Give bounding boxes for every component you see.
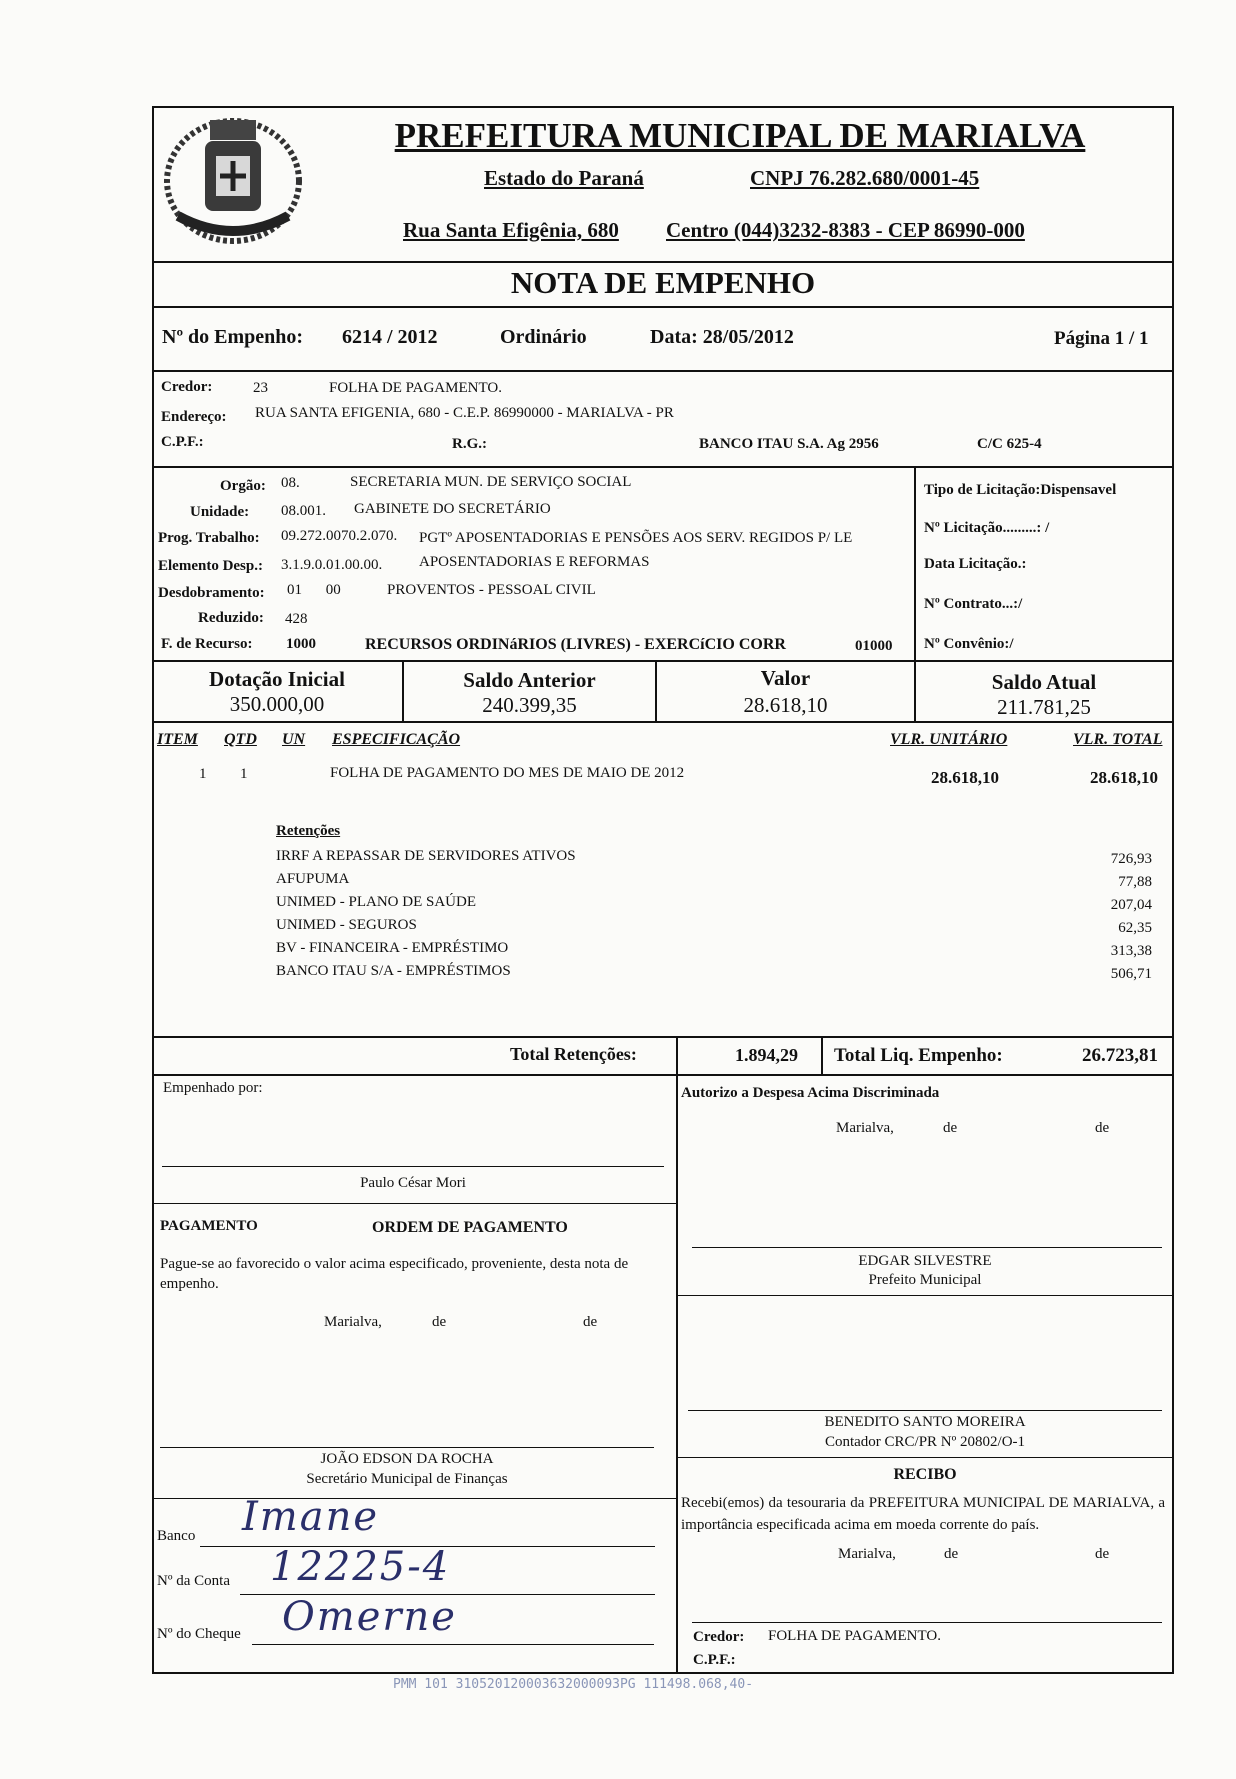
recurso-name: RECURSOS ORDINáRIOS (LIVRES) - EXERCíCIO CORR	[365, 636, 786, 653]
elemento-name: APOSENTADORIAS E REFORMAS	[419, 554, 650, 570]
row-spec: FOLHA DE PAGAMENTO DO MES DE MAIO DE 2012	[330, 765, 685, 781]
secretario-title: Secretário Municipal de Finanças	[306, 1471, 508, 1487]
contrato-numero: Nº Contrato...:/	[924, 596, 1023, 612]
autorizo-label: Autorizo a Despesa Acima Discriminada	[681, 1085, 940, 1101]
credor-code: 23	[253, 380, 268, 396]
credor-address: RUA SANTA EFIGENIA, 680 - C.E.P. 86990000 - MARIALVA - PR	[255, 405, 674, 421]
form-right-border	[1172, 106, 1174, 1674]
orgao-code: 08.	[281, 475, 300, 491]
cnpj: CNPJ 76.282.680/0001-45	[750, 166, 980, 190]
signature-line	[162, 1166, 664, 1167]
unidade-label: Unidade:	[190, 504, 250, 520]
banco-label: Banco	[157, 1528, 196, 1544]
signature-line	[688, 1410, 1162, 1411]
divider-vertical	[676, 1074, 678, 1674]
recibo-credor-name: FOLHA DE PAGAMENTO.	[768, 1628, 941, 1644]
retencoes-values	[1050, 848, 1152, 986]
retencoes-list	[276, 845, 576, 983]
recibo-title: RECIBO	[893, 1466, 957, 1483]
reduzido-label: Reduzido:	[198, 610, 264, 626]
licitacao-tipo: Tipo de Licitação:Dispensavel	[924, 482, 1117, 498]
signature-line	[692, 1247, 1162, 1248]
signature-line	[692, 1622, 1162, 1623]
dotacao-label: Dotação Inicial	[209, 667, 345, 691]
recibo-credor-label: Credor:	[693, 1629, 745, 1645]
list-item: UNIMED - SEGUROS	[276, 917, 417, 933]
prog-code: 09.272.0070.2.070.	[281, 528, 398, 544]
row-total-value: 28.618,10	[1090, 768, 1158, 787]
cheque-line	[252, 1644, 654, 1645]
total-liquido-label: Total Liq. Empenho:	[834, 1045, 1003, 1066]
col-header-unit-value: VLR. UNITÁRIO	[890, 731, 1008, 748]
retencoes-title: Retenções	[276, 823, 341, 839]
col-header-item: ITEM	[157, 731, 198, 748]
list-item-value: 313,38	[1110, 943, 1152, 959]
unidade-name: GABINETE DO SECRETÁRIO	[354, 501, 551, 517]
empenhado-label: Empenhado por:	[163, 1080, 263, 1096]
dotacao-value: 350.000,00	[229, 692, 325, 716]
empenhado-name: Paulo César Mori	[360, 1175, 466, 1191]
prefeito-title: Prefeito Municipal	[868, 1272, 982, 1288]
valor-value: 28.618,10	[743, 693, 828, 717]
divider	[676, 1457, 1174, 1458]
list-item-value: 726,93	[1110, 851, 1152, 867]
form-bottom-border	[152, 1672, 1174, 1674]
credor-name: FOLHA DE PAGAMENTO.	[329, 380, 502, 396]
col-header-spec: ESPECIFICAÇÃO	[332, 731, 461, 748]
bank-account: C/C 625-4	[977, 436, 1042, 452]
secretario-name: JOÃO EDSON DA ROCHA	[320, 1451, 494, 1467]
recurso-label: F. de Recurso:	[161, 636, 253, 652]
pagamento-de-2: de	[583, 1314, 598, 1330]
orgao-label: Orgão:	[220, 478, 266, 494]
list-item-value: 62,35	[1118, 920, 1152, 936]
total-retencoes-value: 1.894,29	[735, 1045, 798, 1065]
page-indicator: Página 1 / 1	[1054, 328, 1149, 349]
elemento-code: 3.1.9.0.01.00.00.	[281, 557, 383, 573]
cheque-handwritten[interactable]: Omerne	[282, 1594, 457, 1640]
saldo-anterior-value: 240.399,35	[482, 693, 577, 717]
state-name: Estado do Paraná	[484, 166, 644, 190]
form-left-border	[152, 106, 154, 1674]
divider	[152, 1498, 678, 1499]
contador-title: Contador CRC/PR Nº 20802/O-1	[824, 1434, 1026, 1450]
divider	[152, 1036, 1174, 1038]
reduzido-value: 428	[285, 611, 308, 627]
signature-line	[160, 1447, 654, 1448]
divider	[152, 306, 1174, 308]
prog-name: PGTº APOSENTADORIAS E PENSÕES AOS SERV. REGIDOS P/ LE	[419, 530, 853, 546]
elemento-label: Elemento Desp.:	[158, 558, 263, 574]
row-qtd: 1	[240, 766, 248, 782]
total-retencoes-label: Total Retenções:	[510, 1044, 637, 1064]
desdobramento-name: PROVENTOS - PESSOAL CIVIL	[387, 582, 596, 598]
pagamento-label: PAGAMENTO	[160, 1218, 258, 1234]
empenho-number-label: Nº do Empenho:	[162, 326, 304, 348]
divider	[152, 660, 1174, 662]
divider	[152, 466, 1174, 468]
col-header-qtd: QTD	[224, 731, 257, 748]
col-header-total-value: VLR. TOTAL	[1073, 731, 1163, 748]
recurso-code: 1000	[286, 636, 316, 652]
divider	[152, 721, 1174, 723]
recibo-cpf-label: C.P.F.:	[693, 1652, 736, 1668]
saldo-atual-label: Saldo Atual	[991, 670, 1097, 694]
autorizo-place: Marialva,	[836, 1120, 894, 1136]
recibo-de-1: de	[944, 1546, 959, 1562]
pague-text: Pague-se ao favorecido o valor acima especificado, proveniente, desta nota de empenho.	[160, 1256, 629, 1292]
prog-label: Prog. Trabalho:	[158, 530, 260, 546]
divider-vertical	[914, 466, 916, 662]
divider	[152, 1074, 1174, 1076]
autorizo-de-1: de	[943, 1120, 958, 1136]
licitacao-data: Data Licitação.:	[924, 556, 1027, 572]
total-liquido-value: 26.723,81	[1082, 1045, 1158, 1066]
prefeito-name: EDGAR SILVESTRE	[858, 1253, 992, 1269]
autorizo-de-2: de	[1095, 1120, 1110, 1136]
licitacao-numero: Nº Licitação.........: /	[924, 520, 1050, 536]
orgao-name: SECRETARIA MUN. DE SERVIÇO SOCIAL	[350, 474, 632, 490]
banco-handwritten[interactable]: Imane	[242, 1494, 380, 1540]
pagamento-de-1: de	[432, 1314, 447, 1330]
divider	[152, 261, 1174, 263]
list-item: IRRF A REPASSAR DE SERVIDORES ATIVOS	[276, 848, 576, 864]
empenho-number: 6214 / 2012	[342, 326, 438, 348]
page-title: PREFEITURA MUNICIPAL DE MARIALVA	[394, 116, 1086, 155]
list-item-value: 506,71	[1110, 966, 1152, 982]
ordem-pagamento-label: ORDEM DE PAGAMENTO	[372, 1219, 568, 1236]
conta-handwritten[interactable]: 12225-4	[270, 1544, 451, 1590]
unidade-code: 08.001.	[281, 503, 326, 519]
bank-agency: BANCO ITAU S.A. Ag 2956	[699, 436, 879, 452]
address-label: Endereço:	[161, 409, 227, 425]
cpf-label: C.P.F.:	[161, 434, 204, 450]
saldo-atual-value: 211.781,25	[997, 695, 1091, 719]
address-rest: Centro (044)3232-8383 - CEP 86990-000	[666, 218, 1025, 242]
row-unit-value: 28.618,10	[931, 768, 999, 787]
rg-label: R.G.:	[452, 436, 487, 452]
divider-vertical	[676, 1036, 678, 1076]
contador-name: BENEDITO SANTO MOREIRA	[824, 1414, 1026, 1430]
authentication-stamp: PMM 101 310520120003632000093PG 111498.068,40-	[393, 1677, 754, 1692]
desdobramento-label: Desdobramento:	[158, 585, 265, 601]
empenho-kind: Ordinário	[500, 326, 587, 348]
row-item: 1	[199, 766, 207, 782]
col-header-un: UN	[282, 731, 306, 748]
address-street: Rua Santa Efigênia, 680	[403, 218, 619, 242]
empenho-date: Data: 28/05/2012	[650, 326, 794, 348]
recibo-text: Recebi(emos) da tesouraria da PREFEITURA MUNICIPAL DE MARIALVA, a importância especificada acima em moeda corrente do país.	[681, 1495, 1165, 1533]
divider	[152, 370, 1174, 372]
recibo-place: Marialva,	[838, 1546, 896, 1562]
credor-label: Credor:	[161, 379, 213, 395]
conta-label: Nº da Conta	[157, 1573, 230, 1589]
recibo-de-2: de	[1095, 1546, 1110, 1562]
list-item: UNIMED - PLANO DE SAÚDE	[276, 894, 476, 910]
valor-label: Valor	[760, 666, 811, 690]
pagamento-place: Marialva,	[324, 1314, 382, 1330]
recurso-number: 01000	[855, 638, 893, 654]
list-item-value: 77,88	[1118, 874, 1152, 890]
list-item: AFUPUMA	[276, 871, 350, 887]
convenio-numero: Nº Convênio:/	[924, 636, 1014, 652]
divider-vertical	[821, 1036, 823, 1076]
divider	[676, 1295, 1174, 1296]
list-item: BV - FINANCEIRA - EMPRÉSTIMO	[276, 940, 509, 956]
cheque-label: Nº do Cheque	[157, 1626, 241, 1642]
desdobramento-code: 01 00	[287, 582, 341, 598]
saldo-anterior-label: Saldo Anterior	[463, 668, 596, 692]
list-item: BANCO ITAU S/A - EMPRÉSTIMOS	[276, 963, 511, 979]
list-item-value: 207,04	[1110, 897, 1152, 913]
divider	[152, 1203, 678, 1204]
coat-of-arms-logo	[158, 106, 308, 256]
document-type: NOTA DE EMPENHO	[510, 265, 816, 300]
